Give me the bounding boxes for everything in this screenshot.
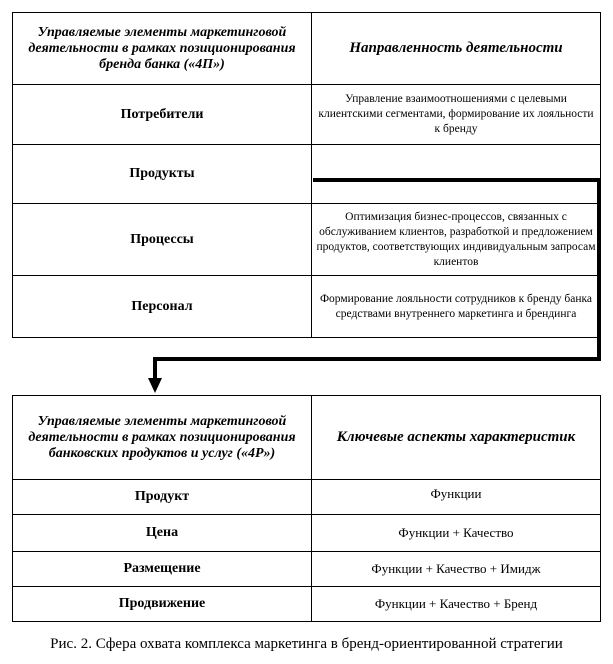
table2-header-right: Ключевые аспекты характеристик	[312, 396, 601, 480]
figure-caption: Рис. 2. Сфера охвата комплекса маркетинга в бренд-ориентированной стратегии	[50, 636, 563, 652]
connector-line	[155, 180, 599, 380]
table1-row-desc: Управление взаимоотношениями с целевыми клиентскими сегментами, формирование их лояльности к бренду	[312, 85, 601, 145]
products-4p-table	[12, 395, 601, 622]
table1-row-label: Продукты	[13, 145, 312, 204]
table1-header-left: Управляемые элементы маркетинговой деятельности в рамках позиционирования бренда банка («4П»)	[13, 13, 312, 85]
table1-row-label: Потребители	[13, 85, 312, 145]
table2-row-label: Продвижение	[13, 587, 312, 622]
table1-row-desc: Формирование лояльности сотрудников к бренду банка средствами внутреннего маркетинга и брендинга	[312, 276, 601, 338]
arrow-head-icon	[148, 378, 162, 393]
table1-row-label: Персонал	[13, 276, 312, 338]
table2-row-label: Продукт	[13, 480, 312, 515]
table1-row-desc: Оптимизация бизнес-процессов, связанных с обслуживанием клиентов, разработкой и предложением продуктов, соответствующих индивидуальным запросам клиентов	[312, 204, 601, 276]
table1-header-right: Направленность деятельности	[312, 13, 601, 85]
table1-row-label: Процессы	[13, 204, 312, 276]
table2-row-value: Функции + Качество + Бренд	[312, 587, 601, 622]
table2-header-left: Управляемые элементы маркетинговой деятельности в рамках позиционирования банковских продуктов и услуг («4Р»)	[13, 396, 312, 480]
table2-row-value: Функции + Качество	[312, 515, 601, 552]
table2-row-label: Цена	[13, 515, 312, 552]
table2-row-value: Функции	[312, 480, 601, 515]
table2-row-label: Размещение	[13, 552, 312, 587]
table2-row-value: Функции + Качество + Имидж	[312, 552, 601, 587]
